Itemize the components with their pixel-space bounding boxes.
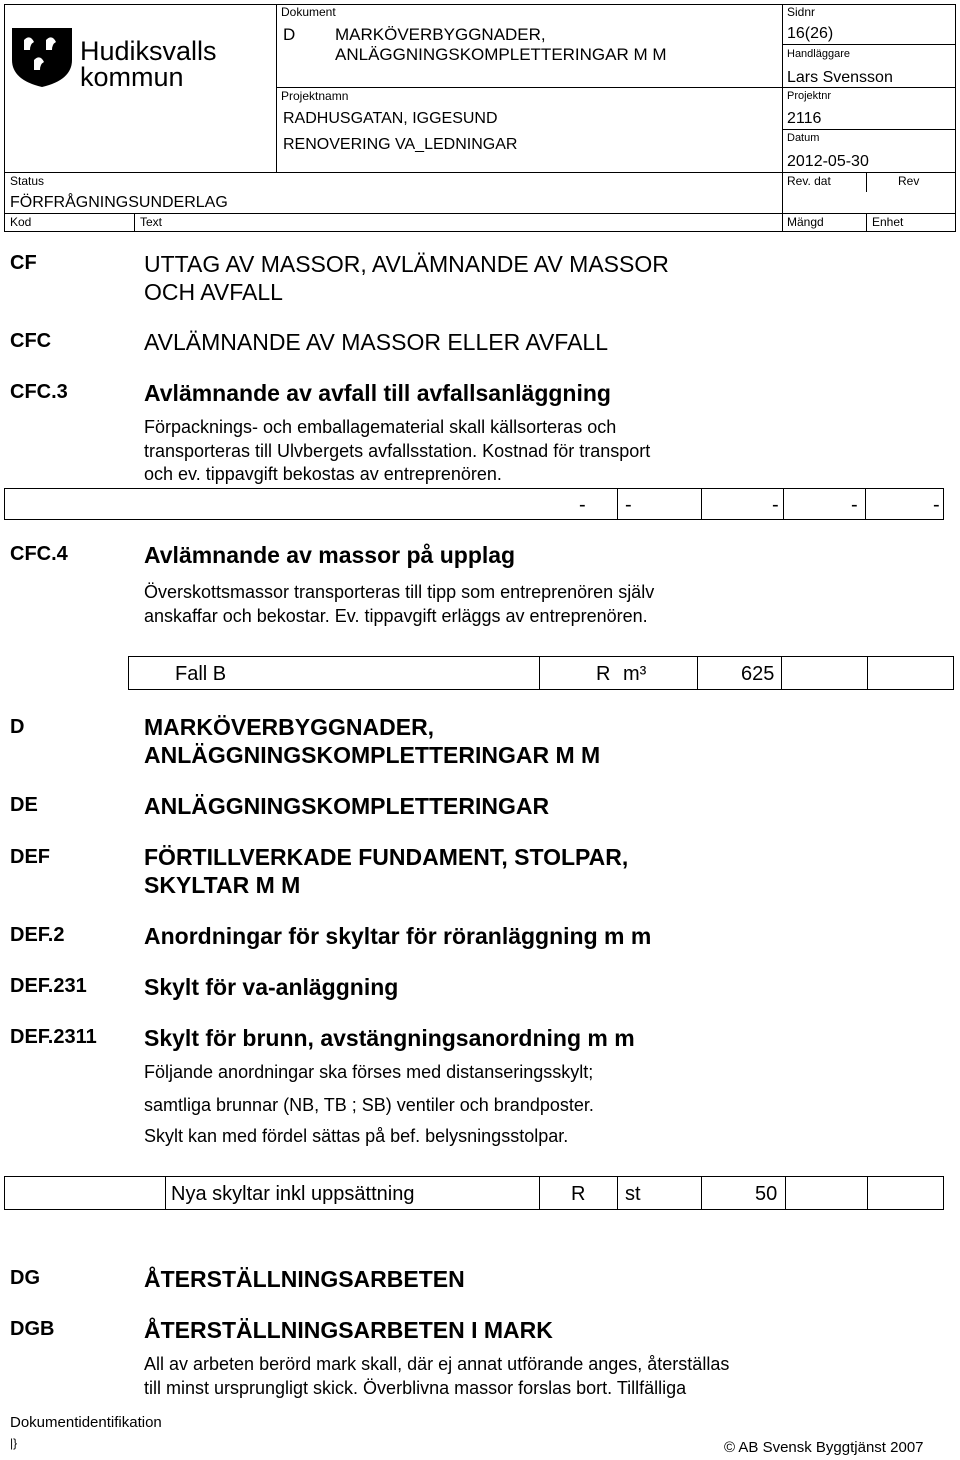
dokument-label: Dokument <box>281 5 336 19</box>
section-code-d: D <box>10 716 25 738</box>
def2311-row-qty: 50 <box>755 1183 778 1205</box>
section-title-de: ANLÄGGNINGSKOMPLETTERINGAR <box>144 793 550 819</box>
section-body-cfc4-line2: anskaffar och bekostar. Ev. tippavgift erläggs av entreprenören. <box>144 606 648 626</box>
projektnr-value: 2116 <box>787 110 822 127</box>
dokid-label: Dokumentidentifikation <box>10 1414 162 1431</box>
handlaggare-label: Handläggare <box>787 48 850 60</box>
section-body-cfc4-line1: Överskottsmassor transporteras till tipp som entreprenören själv <box>144 582 655 602</box>
section-body-dgb-line2: till minst ursprungligt skick. Överblivna massor forslas bort. Tillfälliga <box>144 1378 687 1398</box>
cfc3-col-3: - <box>772 494 779 516</box>
quantity-row-def2311 <box>4 1176 944 1210</box>
projektnamn-line2: RENOVERING VA_LEDNINGAR <box>283 136 518 153</box>
section-code-de: DE <box>10 794 38 816</box>
quantity-row-cfc4 <box>128 656 954 690</box>
handlaggare-value: Lars Svensson <box>787 69 893 86</box>
section-title-def2311: Skylt för brunn, avstängningsanordning m m <box>144 1025 635 1051</box>
cfc4-row-text: Fall B <box>175 663 227 685</box>
def2311-row-text: Nya skyltar inkl uppsättning <box>171 1183 415 1205</box>
section-code-cfc: CFC <box>10 330 52 352</box>
cfc3-col-5: - <box>933 494 940 516</box>
section-title-def231: Skylt för va-anläggning <box>144 974 399 1000</box>
section-body-cfc3-line1: Förpacknings- och emballagematerial skall källsorteras och <box>144 417 617 437</box>
section-body-cfc3-line3: och ev. tippavgift bekostas av entreprenören. <box>144 464 502 484</box>
goat-shield-icon <box>10 26 74 88</box>
section-title-d-line2: ANLÄGGNINGSKOMPLETTERINGAR M M <box>144 742 601 768</box>
enhet-label: Enhet <box>872 215 904 229</box>
dokument-title-line2: ANLÄGGNINGSKOMPLETTERINGAR M M <box>335 45 667 64</box>
section-title-cf-line1: UTTAG AV MASSOR, AVLÄMNANDE AV MASSOR <box>144 251 669 277</box>
section-code-def: DEF <box>10 846 50 868</box>
section-body-def2311-line2: samtliga brunnar (NB, TB ; SB) ventiler och brandposter. <box>144 1095 594 1115</box>
logo-text-line2: kommun <box>80 62 184 92</box>
section-code-cfc4: CFC.4 <box>10 543 68 565</box>
cfc3-col-2: - <box>625 494 632 516</box>
section-body-dgb-line1: All av arbeten berörd mark skall, där ej annat utförande anges, återställas <box>144 1354 730 1374</box>
datum-label: Datum <box>787 132 820 144</box>
dokument-code: D <box>283 25 296 44</box>
section-title-dg: ÅTERSTÄLLNINGSARBETEN <box>144 1266 465 1292</box>
section-code-def2311: DEF.2311 <box>10 1026 97 1048</box>
cfc3-col-4: - <box>851 494 858 516</box>
projektnamn-line1: RADHUSGATAN, IGGESUND <box>283 110 498 127</box>
datum-value: 2012-05-30 <box>787 153 869 170</box>
projektnr-label: Projektnr <box>787 90 832 102</box>
section-title-cfc4: Avlämnande av massor på upplag <box>144 542 516 568</box>
section-body-def2311-line1: Följande anordningar ska förses med distanseringsskylt; <box>144 1062 594 1082</box>
section-title-cfc: AVLÄMNANDE AV MASSOR ELLER AVFALL <box>144 329 609 355</box>
cfc4-row-qty: 625 <box>741 663 775 685</box>
status-label: Status <box>10 174 45 188</box>
cfc4-row-code: R <box>596 663 611 685</box>
section-code-cf: CF <box>10 252 37 274</box>
dokument-title-line1: MARKÖVERBYGGNADER, <box>335 25 546 44</box>
section-body-def2311-line3: Skylt kan med fördel sättas på bef. belysningsstolpar. <box>144 1126 569 1146</box>
section-title-def-line2: SKYLTAR M M <box>144 872 301 898</box>
revdat-label: Rev. dat <box>787 174 831 188</box>
section-code-cfc3: CFC.3 <box>10 381 68 403</box>
section-code-dgb: DGB <box>10 1318 55 1340</box>
projektnamn-label: Projektnamn <box>281 89 349 103</box>
sidnr-value: 16(26) <box>787 25 834 42</box>
section-title-dgb: ÅTERSTÄLLNINGSARBETEN I MARK <box>144 1317 553 1343</box>
dokid-value: |} <box>10 1436 18 1450</box>
def2311-row-code: R <box>571 1183 586 1205</box>
section-title-cfc3: Avlämnande av avfall till avfallsanläggning <box>144 380 611 406</box>
mangd-label: Mängd <box>787 215 824 229</box>
cfc4-row-unit: m³ <box>623 663 647 685</box>
text-label: Text <box>140 215 163 229</box>
kod-label: Kod <box>10 215 32 229</box>
section-code-def231: DEF.231 <box>10 975 87 997</box>
logo-text-line1: Hudiksvalls <box>80 36 217 66</box>
section-title-def-line1: FÖRTILLVERKADE FUNDAMENT, STOLPAR, <box>144 844 629 870</box>
section-code-def2: DEF.2 <box>10 924 65 946</box>
sidnr-label: Sidnr <box>787 5 816 19</box>
section-title-d-line1: MARKÖVERBYGGNADER, <box>144 714 435 740</box>
section-body-cfc3-line2: transporteras till Ulvbergets avfallsstation. Kostnad för transport <box>144 441 651 461</box>
section-code-dg: DG <box>10 1267 40 1289</box>
def2311-row-unit: st <box>625 1183 641 1205</box>
status-value: FÖRFRÅGNINGSUNDERLAG <box>10 194 228 211</box>
cfc3-col-1: - <box>579 494 586 516</box>
quantity-row-cfc3 <box>4 488 944 520</box>
copyright-text: © AB Svensk Byggtjänst 2007 <box>724 1439 924 1456</box>
municipality-logo <box>10 26 74 88</box>
section-title-def2: Anordningar för skyltar för röranläggning m m <box>144 923 652 949</box>
section-title-cf-line2: OCH AVFALL <box>144 279 283 305</box>
rev-label: Rev <box>898 174 920 188</box>
